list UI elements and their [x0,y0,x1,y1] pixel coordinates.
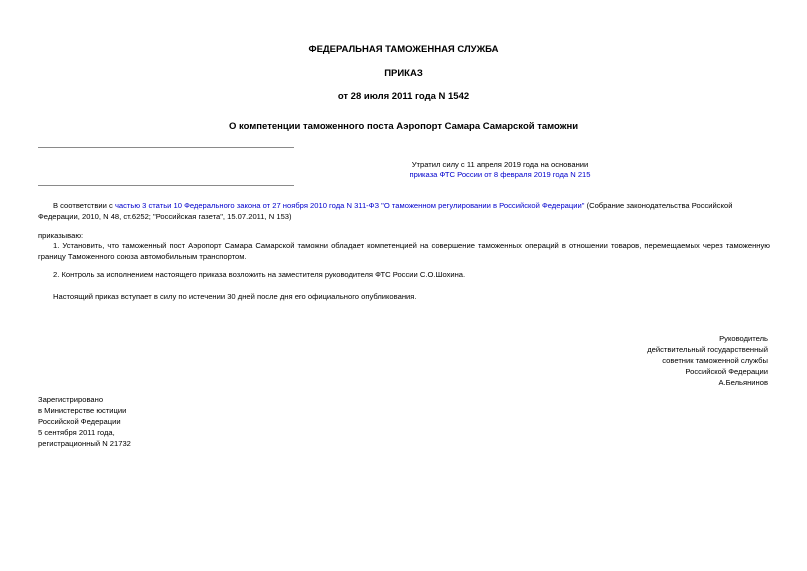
order-word: приказываю: [38,231,84,240]
registration-line: регистрационный N 21732 [38,439,131,448]
signature-block [560,333,768,388]
preamble-suffix: (Собрание законодательства Российской Федерации, 2010, N 48, ст.6252; "Российская газета", 15.07.2011, N 153) [38,201,733,221]
signature-line: Руководитель [719,334,768,343]
signature-line: Российской Федерации [685,367,768,376]
registration-line: в Министерстве юстиции [38,406,127,415]
status-note-link[interactable]: приказа ФТС России от 8 февраля 2019 года N 215 [409,170,591,179]
registration-block [38,394,278,449]
order-item-1: 1. Установить, что таможенный пост Аэропорт Самара Самарской таможни обладает компетенцией на совершение таможенных операций в отношении товаров, перемещаемых через таможенную границу Таможенного союза автомобильным транспортом. [38,241,770,261]
registration-line: 5 сентября 2011 года, [38,428,115,437]
preamble-prefix: В соответствии с [53,201,115,210]
doc-type-heading: ПРИКАЗ [384,68,423,79]
effective-date-paragraph: Настоящий приказ вступает в силу по истечении 30 дней после дня его официального опубликования. [53,292,417,301]
agency-heading: ФЕДЕРАЛЬНАЯ ТАМОЖЕННАЯ СЛУЖБА [308,44,499,55]
preamble-law-link[interactable]: частью 3 статьи 10 Федерального закона от 27 ноября 2010 года N 311-ФЗ "О таможенном регулировании в Российской Федерации" [114,201,585,210]
preamble-paragraph [38,200,770,222]
registration-line: Зарегистрировано [38,395,104,404]
order-item-2: 2. Контроль за исполнением настоящего приказа возложить на заместителя руководителя ФТС России С.О.Шохина. [53,270,466,279]
top-divider [38,147,294,148]
status-note-line: Утратил силу с 11 апреля 2019 года на основании [411,160,589,169]
signature-line: действительный государственный [647,345,768,354]
signature-name: А.Бельянинов [718,378,768,387]
status-note-link-wrap [260,169,740,180]
date-number-heading: от 28 июля 2011 года N 1542 [337,91,470,102]
signature-line: советник таможенной службы [662,356,768,365]
registration-line: Российской Федерации [38,417,121,426]
document-title: О компетенции таможенного поста Аэропорт Самара Самарской таможни [228,121,579,132]
bottom-divider [38,185,294,186]
